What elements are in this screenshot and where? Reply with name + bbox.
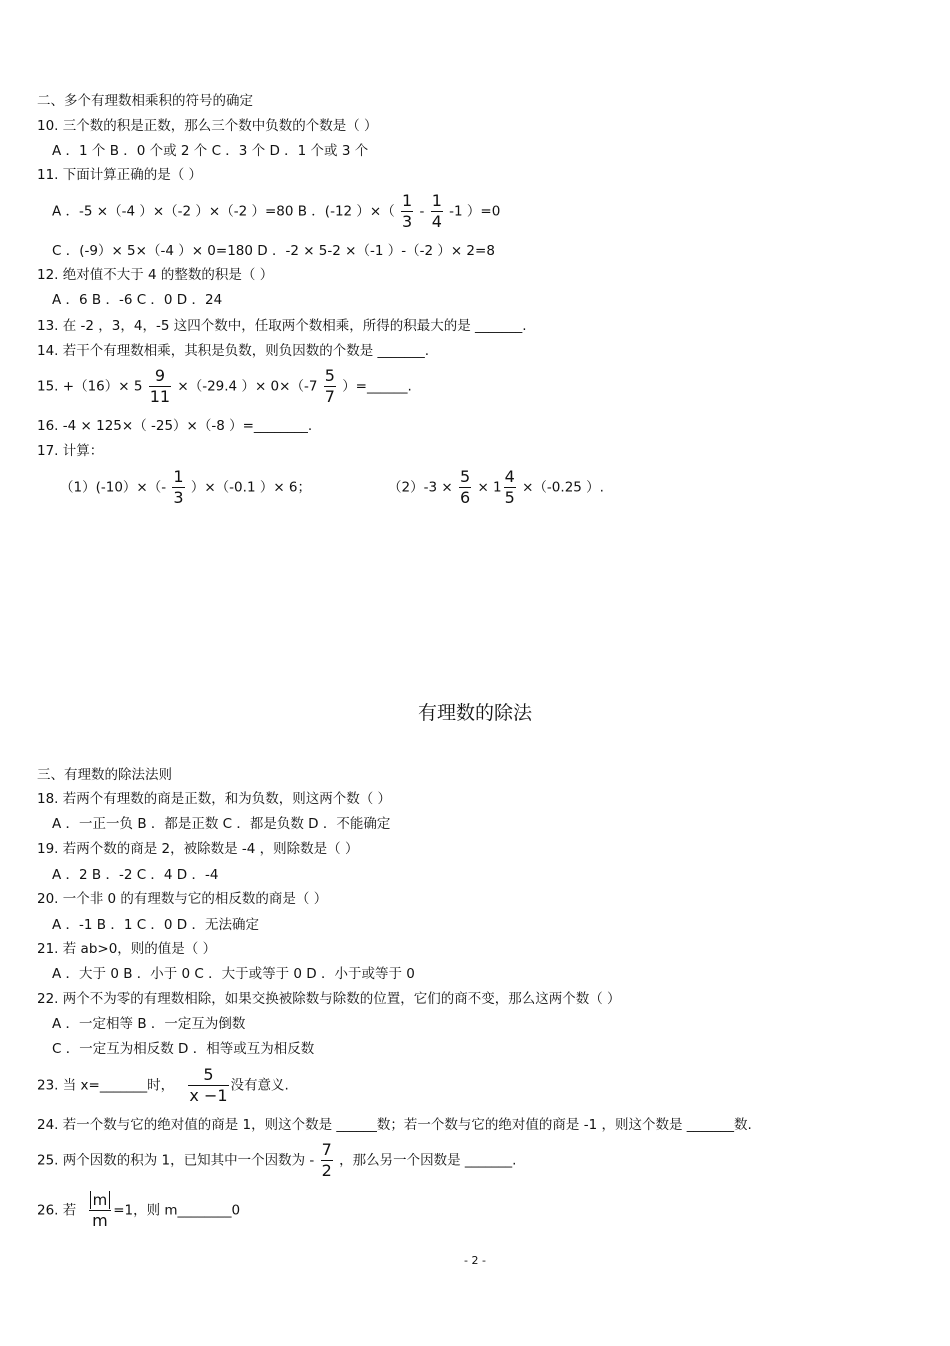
question-16: 16. -4 × 125×（ -25）×（-8 ）=________. — [37, 418, 313, 434]
question-19-options: A ．2 B ．-2 C ．4 D ．-4 — [52, 867, 219, 883]
numerator: 1 — [173, 467, 184, 486]
q17-p2-mid: × 1 — [477, 479, 502, 496]
question-12-options: A ．6 B ．-6 C ．0 D ．24 — [52, 292, 223, 308]
question-18-options: A ．一正一负 B ．都是正数 C ．都是负数 D ．不能确定 — [52, 816, 391, 832]
denominator: 5 — [504, 488, 515, 507]
fraction — [149, 366, 171, 407]
question-26 — [37, 1190, 240, 1231]
q17-p2-post: ×（-0.25 ）. — [522, 479, 604, 496]
denominator: 11 — [149, 387, 171, 406]
q15-post: ）=______. — [342, 378, 412, 395]
fraction — [89, 1190, 112, 1231]
question-10-options: A ．1 个 B ．0 个或 2 个 C ．3 个 D ．1 个或 3 个 — [52, 143, 369, 159]
q17-p2-pre: （2）-3 × — [388, 479, 453, 496]
question-18: 18. 若两个有理数的商是正数，和为负数，则这两个数（ ） — [37, 791, 392, 807]
section-heading-2: 二、多个有理数相乘积的符号的确定 — [37, 93, 253, 109]
numerator: 7 — [321, 1140, 332, 1159]
denominator: 3 — [173, 488, 184, 507]
q25-post: ，那么另一个因数是 _______. — [339, 1152, 517, 1169]
option-a-post: -1 ）=0 — [449, 203, 501, 220]
denominator: 2 — [321, 1161, 332, 1180]
q23-post: 没有意义. — [230, 1077, 289, 1094]
q15-pre: 15. +（16）× 5 — [37, 378, 143, 395]
question-11-option-cd: C ．(-9）× 5×（-4 ）× 0=180 D ．-2 × 5-2 ×（-1 ）-（-2 ）× 2=8 — [52, 243, 495, 259]
denominator: 7 — [324, 387, 335, 406]
numerator: 5 — [459, 467, 471, 486]
option-a-mid: - — [419, 203, 425, 220]
question-15 — [37, 366, 412, 407]
denominator: 3 — [402, 212, 413, 231]
question-22: 22. 两个不为零的有理数相除，如果交换被除数与除数的位置，它们的商不变，那么这两个数（ ） — [37, 991, 621, 1007]
fraction — [172, 467, 184, 508]
denominator: m — [92, 1211, 108, 1230]
question-11-option-ab — [52, 191, 500, 232]
q17-p1-pre: （1）(-10）×（- — [60, 479, 167, 496]
fraction — [324, 366, 336, 407]
denominator: 4 — [431, 212, 442, 231]
question-14: 14. 若干个有理数相乘，其积是负数，则负因数的个数是 _______. — [37, 343, 430, 359]
question-19: 19. 若两个数的商是 2，被除数是 -4 ，则除数是（ ） — [37, 841, 359, 857]
numerator: 9 — [149, 366, 171, 387]
question-23 — [37, 1065, 289, 1106]
fraction — [459, 467, 471, 508]
q17-p1-post: ）×（-0.1 ）× 6； — [190, 479, 312, 496]
q23-pre: 23. 当 x=_______时， — [37, 1077, 175, 1094]
question-25 — [37, 1140, 516, 1181]
page-number: - 2 - — [464, 1254, 486, 1267]
question-20-options: A ．-1 B ．1 C ．0 D ．无法确定 — [52, 917, 259, 933]
question-12: 12. 绝对值不大于 4 的整数的积是（ ） — [37, 267, 274, 283]
question-22-options-cd: C ．一定互为相反数 D ．相等或互为相反数 — [52, 1041, 315, 1057]
question-17-part-1 — [60, 467, 311, 508]
question-24: 24. 若一个数与它的绝对值的商是 1，则这个数是 ______数；若一个数与它的绝对值的商是 -1 ，则这个数是 _______数. — [37, 1117, 752, 1133]
fraction — [321, 1140, 333, 1181]
fraction — [401, 191, 413, 232]
question-10: 10. 三个数的积是正数，那么三个数中负数的个数是（ ） — [37, 118, 378, 134]
fraction — [431, 191, 443, 232]
question-17-part-2 — [388, 467, 604, 508]
denominator: 6 — [459, 488, 471, 507]
q26-pre: 26. 若 — [37, 1202, 77, 1219]
question-20: 20. 一个非 0 的有理数与它的相反数的商是（ ） — [37, 891, 328, 907]
numerator: 1 — [402, 191, 413, 210]
fraction — [504, 467, 516, 508]
numerator: 5 — [324, 366, 335, 385]
numerator: 5 — [188, 1065, 228, 1086]
numerator: 4 — [504, 467, 515, 486]
question-22-options-ab: A ．一定相等 B ．一定互为倒数 — [52, 1016, 246, 1032]
question-11: 11. 下面计算正确的是（ ） — [37, 167, 203, 183]
numerator: 1 — [431, 191, 442, 210]
question-21: 21. 若 ab>0，则的值是（ ） — [37, 941, 217, 957]
numerator — [89, 1190, 112, 1211]
option-a-pre: A ．-5 ×（-4 ）×（-2 ）×（-2 ）=80 B ．(-12 ）×（ — [52, 203, 395, 220]
fraction — [188, 1065, 228, 1106]
question-21-options: A ．大于 0 B ．小于 0 C ．大于或等于 0 D ．小于或等于 0 — [52, 966, 415, 982]
question-17: 17. 计算： — [37, 443, 104, 459]
denominator: x −1 — [189, 1086, 228, 1105]
absolute-value: m — [90, 1191, 111, 1209]
page-title: 有理数的除法 — [417, 702, 532, 724]
question-13: 13. 在 -2 ，3，4，-5 这四个数中，任取两个数相乘，所得的积最大的是 _______. — [37, 318, 527, 334]
section-heading-3: 三、有理数的除法法则 — [37, 767, 172, 783]
q25-pre: 25. 两个因数的积为 1，已知其中一个因数为 - — [37, 1152, 315, 1169]
q26-post: =1，则 m________0 — [113, 1202, 241, 1219]
q15-mid: ×（-29.4 ）× 0×（-7 — [177, 378, 318, 395]
